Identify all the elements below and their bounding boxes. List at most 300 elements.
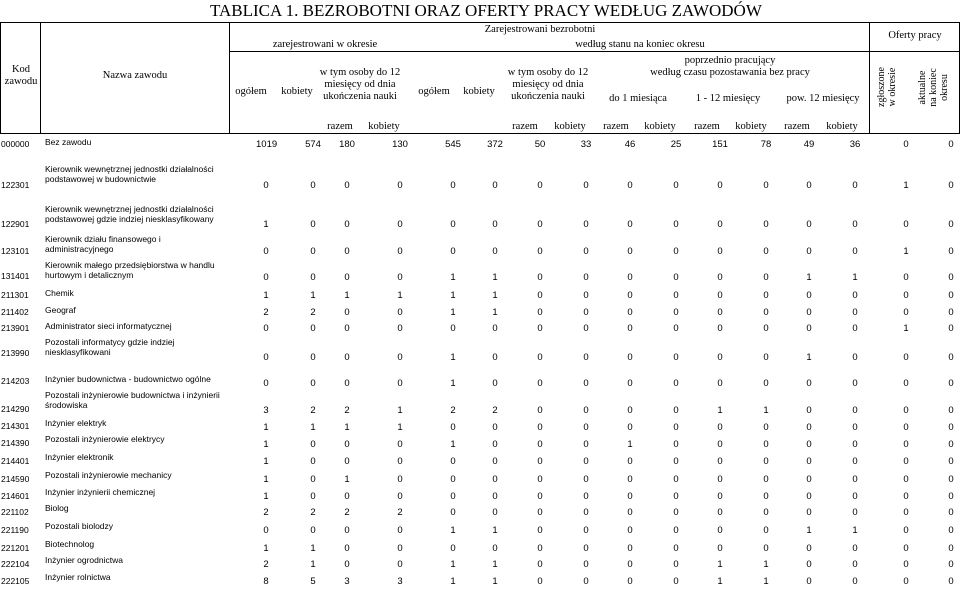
row-value: 0 — [763, 474, 769, 485]
row-value: 0 — [717, 439, 723, 450]
row-value: 0 — [450, 180, 456, 191]
row-name: Pozostali inżynierowie budownictwa i inżynierii środowiska — [45, 390, 220, 410]
row-value: 0 — [903, 139, 909, 150]
table-title: TABLICA 1. BEZROBOTNI ORAZ OFERTY PRACY WEDŁUG ZAWODÓW — [210, 1, 762, 20]
row-value: 25 — [670, 139, 682, 150]
row-value: 0 — [806, 576, 812, 587]
row-value: 0 — [583, 323, 589, 334]
row-value: 0 — [763, 456, 769, 467]
row-value: 0 — [763, 219, 769, 230]
row-code: 214601 — [1, 491, 30, 501]
row-name: Pozostali biolodzy — [45, 521, 114, 531]
row-value: 0 — [310, 525, 316, 536]
row-value: 0 — [903, 439, 909, 450]
row-value: 0 — [583, 378, 589, 389]
row-value: 0 — [903, 352, 909, 363]
row-value: 0 — [344, 323, 350, 334]
row-value: 1 — [450, 576, 456, 587]
row-value: 0 — [397, 543, 403, 554]
row-value: 0 — [310, 219, 316, 230]
row-value: 0 — [492, 378, 498, 389]
row-value: 0 — [903, 543, 909, 554]
row-value: 0 — [450, 219, 456, 230]
row-value: 0 — [583, 180, 589, 191]
row-value: 0 — [397, 525, 403, 536]
row-value: 1 — [450, 559, 456, 570]
row-value: 1 — [903, 246, 909, 257]
row-value: 1 — [806, 272, 812, 283]
row-value: 0 — [852, 439, 858, 450]
row-value: 0 — [806, 307, 812, 318]
row-value: 2 — [397, 507, 403, 518]
row-value: 1 — [763, 559, 769, 570]
row-value: 0 — [903, 219, 909, 230]
row-value: 0 — [583, 474, 589, 485]
row-value: 0 — [673, 219, 679, 230]
row-name: Bez zawodu — [45, 137, 92, 147]
row-value: 0 — [627, 405, 633, 416]
row-code: 214290 — [1, 404, 30, 414]
row-code: 214390 — [1, 438, 30, 448]
row-value: 0 — [450, 456, 456, 467]
row-code: 214590 — [1, 474, 30, 484]
row-value: 0 — [903, 405, 909, 416]
row-value: 0 — [537, 543, 543, 554]
row-value: 0 — [450, 323, 456, 334]
row-value: 0 — [717, 378, 723, 389]
row-name: Inżynier rolnictwa — [45, 572, 111, 582]
row-value: 545 — [445, 139, 461, 150]
row-value: 1 — [397, 290, 403, 301]
row-value: 0 — [717, 474, 723, 485]
row-value: 0 — [763, 491, 769, 502]
row-value: 0 — [263, 323, 269, 334]
row-value: 1 — [344, 290, 350, 301]
row-value: 1 — [763, 405, 769, 416]
row-value: 0 — [948, 491, 954, 502]
row-code: 211402 — [1, 307, 29, 317]
row-value: 0 — [627, 491, 633, 502]
row-value: 0 — [852, 456, 858, 467]
row-value: 0 — [763, 180, 769, 191]
row-value: 151 — [712, 139, 728, 150]
header-line — [229, 22, 869, 23]
row-value: 0 — [627, 219, 633, 230]
row-value: 0 — [673, 378, 679, 389]
row-value: 0 — [263, 352, 269, 363]
row-value: 0 — [717, 246, 723, 257]
row-name: Biolog — [45, 503, 69, 513]
row-value: 0 — [852, 323, 858, 334]
row-value: 0 — [806, 323, 812, 334]
row-value: 0 — [344, 219, 350, 230]
row-value: 0 — [310, 378, 316, 389]
row-value: 1 — [806, 352, 812, 363]
row-value: 0 — [583, 491, 589, 502]
row-value: 0 — [673, 272, 679, 283]
row-value: 0 — [492, 219, 498, 230]
row-value: 1 — [492, 290, 498, 301]
row-value: 0 — [627, 290, 633, 301]
row-value: 0 — [948, 576, 954, 587]
row-value: 0 — [806, 246, 812, 257]
row-value: 0 — [537, 272, 543, 283]
row-value: 0 — [763, 290, 769, 301]
row-value: 0 — [627, 422, 633, 433]
header-line — [229, 51, 869, 52]
row-value: 0 — [852, 576, 858, 587]
row-value: 0 — [310, 323, 316, 334]
row-value: 0 — [397, 352, 403, 363]
row-code: 122301 — [1, 180, 30, 190]
row-value: 1 — [492, 307, 498, 318]
row-value: 0 — [397, 474, 403, 485]
row-name: Chemik — [45, 288, 74, 298]
row-value: 1 — [903, 180, 909, 191]
row-name: Kierownik działu finansowego i administracyjnego — [45, 234, 161, 254]
row-code: 131401 — [1, 271, 30, 281]
row-value: 0 — [537, 180, 543, 191]
row-value: 0 — [948, 456, 954, 467]
header-razem: razem — [694, 121, 720, 132]
header-w-tym-12: w tym osoby do 12 miesięcy od dnia ukończenia nauki — [507, 67, 589, 102]
row-value: 0 — [492, 352, 498, 363]
row-value: 0 — [763, 352, 769, 363]
row-value: 0 — [344, 307, 350, 318]
row-value: 0 — [492, 323, 498, 334]
row-value: 0 — [537, 405, 543, 416]
row-value: 1 — [344, 422, 350, 433]
row-value: 33 — [580, 139, 592, 150]
row-value: 0 — [717, 491, 723, 502]
row-value: 0 — [948, 139, 954, 150]
row-value: 0 — [903, 272, 909, 283]
row-value: 0 — [673, 456, 679, 467]
row-value: 0 — [806, 543, 812, 554]
row-value: 0 — [344, 352, 350, 363]
row-value: 0 — [263, 525, 269, 536]
row-value: 1 — [263, 219, 269, 230]
row-name: Inżynier budownictwa - budownictwo ogólne — [45, 374, 211, 384]
row-value: 0 — [627, 456, 633, 467]
row-value: 0 — [763, 525, 769, 536]
row-value: 1 — [492, 576, 498, 587]
header-aktualne: aktualne na koniec okresu — [917, 68, 950, 107]
row-value: 0 — [310, 272, 316, 283]
row-value: 0 — [806, 290, 812, 301]
row-value: 1 — [450, 307, 456, 318]
row-value: 0 — [948, 439, 954, 450]
row-value: 1 — [450, 272, 456, 283]
row-value: 0 — [263, 180, 269, 191]
row-value: 0 — [673, 290, 679, 301]
row-value: 2 — [344, 405, 350, 416]
row-value: 5 — [310, 576, 316, 587]
row-value: 0 — [344, 246, 350, 257]
row-value: 0 — [673, 246, 679, 257]
row-value: 0 — [903, 559, 909, 570]
row-value: 0 — [806, 559, 812, 570]
row-value: 1 — [852, 525, 858, 536]
row-name: Inżynier ogrodnictwa — [45, 555, 123, 565]
row-value: 0 — [344, 456, 350, 467]
row-value: 0 — [903, 290, 909, 301]
row-value: 0 — [948, 525, 954, 536]
row-value: 0 — [537, 307, 543, 318]
row-value: 0 — [627, 525, 633, 536]
row-value: 1 — [263, 491, 269, 502]
row-value: 1 — [310, 290, 316, 301]
row-value: 0 — [583, 543, 589, 554]
row-value: 0 — [948, 543, 954, 554]
row-code: 122901 — [1, 219, 30, 229]
row-value: 0 — [948, 307, 954, 318]
row-value: 0 — [310, 180, 316, 191]
row-value: 1 — [310, 422, 316, 433]
row-value: 0 — [948, 378, 954, 389]
row-value: 0 — [673, 439, 679, 450]
row-value: 0 — [717, 456, 723, 467]
row-value: 2 — [492, 405, 498, 416]
row-value: 0 — [763, 543, 769, 554]
row-value: 1 — [263, 290, 269, 301]
header-line — [0, 22, 1, 134]
row-value: 1 — [492, 525, 498, 536]
row-value: 0 — [673, 307, 679, 318]
row-name: Administrator sieci informatycznej — [45, 321, 172, 331]
row-name: Pozostali informatycy gdzie indziej niesklasyfikowani — [45, 337, 175, 357]
header-ogolem: ogółem — [235, 86, 267, 97]
header-poprzednio: poprzednio pracujący według czasu pozostawania bez pracy — [650, 55, 810, 78]
row-value: 2 — [344, 507, 350, 518]
row-value: 0 — [492, 491, 498, 502]
row-value: 0 — [763, 507, 769, 518]
row-value: 8 — [263, 576, 269, 587]
row-name: Biotechnolog — [45, 539, 95, 549]
row-value: 1 — [263, 439, 269, 450]
header-1-12: 1 - 12 miesięcy — [695, 93, 761, 104]
row-value: 0 — [852, 378, 858, 389]
row-value: 0 — [492, 543, 498, 554]
row-code: 221102 — [1, 507, 29, 517]
row-value: 0 — [537, 525, 543, 536]
header-oferty: Oferty pracy — [888, 30, 942, 41]
row-value: 1019 — [256, 139, 278, 150]
row-value: 0 — [852, 246, 858, 257]
row-value: 0 — [903, 422, 909, 433]
row-value: 0 — [450, 422, 456, 433]
row-value: 1 — [717, 559, 723, 570]
row-value: 46 — [624, 139, 636, 150]
row-value: 1 — [263, 543, 269, 554]
row-value: 0 — [627, 559, 633, 570]
row-value: 1 — [717, 405, 723, 416]
row-value: 0 — [852, 491, 858, 502]
row-value: 0 — [492, 439, 498, 450]
row-value: 1 — [310, 559, 316, 570]
row-value: 0 — [627, 272, 633, 283]
row-value: 1 — [344, 474, 350, 485]
row-value: 78 — [760, 139, 772, 150]
row-value: 0 — [344, 272, 350, 283]
header-razem: razem — [327, 121, 353, 132]
row-value: 0 — [492, 474, 498, 485]
header-kobiety: kobiety — [826, 121, 858, 132]
row-value: 2 — [310, 507, 316, 518]
header-line — [40, 22, 41, 134]
row-value: 0 — [344, 491, 350, 502]
row-value: 0 — [673, 323, 679, 334]
row-value: 0 — [948, 559, 954, 570]
row-code: 214401 — [1, 456, 30, 466]
row-value: 0 — [852, 405, 858, 416]
header-w-okresie: zarejestrowani w okresie — [272, 39, 378, 50]
row-value: 1 — [310, 543, 316, 554]
row-value: 0 — [806, 378, 812, 389]
row-value: 0 — [492, 180, 498, 191]
row-value: 0 — [948, 272, 954, 283]
row-value: 0 — [450, 474, 456, 485]
row-value: 0 — [627, 378, 633, 389]
row-value: 0 — [310, 456, 316, 467]
row-name: Kierownik wewnętrznej jednostki działalności podstawowej gdzie indziej niesklasyfikowany — [45, 204, 214, 224]
row-value: 0 — [344, 543, 350, 554]
row-value: 1 — [450, 378, 456, 389]
header-pow12: pow. 12 miesięcy — [786, 93, 860, 104]
row-value: 0 — [397, 323, 403, 334]
row-value: 2 — [310, 405, 316, 416]
header-kobiety: kobiety — [463, 86, 495, 97]
row-value: 0 — [263, 246, 269, 257]
row-code: 221201 — [1, 543, 30, 553]
header-razem: razem — [512, 121, 538, 132]
row-value: 0 — [492, 422, 498, 433]
row-code: 211301 — [1, 290, 29, 300]
row-value: 1 — [852, 272, 858, 283]
row-value: 0 — [627, 576, 633, 587]
row-value: 0 — [903, 456, 909, 467]
row-value: 0 — [627, 323, 633, 334]
row-value: 0 — [263, 272, 269, 283]
row-value: 0 — [537, 491, 543, 502]
row-value: 0 — [344, 559, 350, 570]
row-value: 0 — [397, 307, 403, 318]
row-value: 0 — [627, 507, 633, 518]
row-value: 0 — [903, 491, 909, 502]
row-value: 0 — [310, 352, 316, 363]
row-value: 0 — [806, 180, 812, 191]
row-value: 0 — [627, 180, 633, 191]
row-code: 221190 — [1, 525, 29, 535]
header-ogolem: ogółem — [418, 86, 450, 97]
row-value: 0 — [583, 219, 589, 230]
row-value: 0 — [903, 525, 909, 536]
header-kobiety: kobiety — [644, 121, 676, 132]
header-nazwa: Nazwa zawodu — [102, 70, 168, 81]
row-value: 0 — [492, 507, 498, 518]
row-value: 0 — [717, 352, 723, 363]
row-value: 1 — [903, 323, 909, 334]
row-value: 0 — [852, 290, 858, 301]
row-value: 0 — [948, 219, 954, 230]
header-w-tym-12: w tym osoby do 12 miesięcy od dnia ukończenia nauki — [319, 67, 401, 102]
row-value: 0 — [948, 246, 954, 257]
row-value: 0 — [763, 439, 769, 450]
row-value: 1 — [492, 272, 498, 283]
row-code: 000000 — [1, 139, 30, 149]
row-value: 50 — [534, 139, 546, 150]
row-value: 0 — [717, 422, 723, 433]
row-value: 0 — [673, 422, 679, 433]
row-value: 0 — [627, 474, 633, 485]
row-value: 0 — [673, 543, 679, 554]
row-value: 0 — [717, 525, 723, 536]
row-value: 0 — [806, 219, 812, 230]
row-value: 1 — [397, 405, 403, 416]
row-value: 0 — [717, 307, 723, 318]
row-value: 0 — [450, 246, 456, 257]
row-value: 0 — [344, 525, 350, 536]
row-value: 2 — [263, 559, 269, 570]
row-value: 0 — [583, 439, 589, 450]
row-value: 0 — [537, 422, 543, 433]
row-value: 0 — [806, 405, 812, 416]
row-value: 0 — [948, 290, 954, 301]
row-value: 1 — [397, 422, 403, 433]
row-value: 0 — [537, 378, 543, 389]
row-value: 0 — [717, 323, 723, 334]
row-value: 0 — [673, 525, 679, 536]
row-value: 0 — [397, 219, 403, 230]
row-value: 0 — [852, 543, 858, 554]
row-value: 0 — [806, 456, 812, 467]
row-value: 0 — [806, 474, 812, 485]
header-stan-koniec: według stanu na koniec okresu — [575, 39, 705, 50]
row-code: 214301 — [1, 421, 30, 431]
row-value: 0 — [852, 219, 858, 230]
row-value: 574 — [305, 139, 321, 150]
row-value: 0 — [492, 456, 498, 467]
row-value: 0 — [673, 405, 679, 416]
row-code: 213990 — [1, 348, 30, 358]
row-value: 36 — [849, 139, 861, 150]
header-razem: razem — [603, 121, 629, 132]
row-value: 0 — [903, 507, 909, 518]
row-name: Pozostali inżynierowie mechanicy — [45, 470, 172, 480]
row-code: 213901 — [1, 323, 30, 333]
row-value: 0 — [537, 246, 543, 257]
row-value: 1 — [627, 439, 633, 450]
row-name: Inżynier inżynierii chemicznej — [45, 487, 156, 497]
row-name: Inżynier elektryk — [45, 418, 107, 428]
header-kod: Kod zawodu — [4, 64, 38, 87]
row-value: 1 — [806, 525, 812, 536]
row-value: 0 — [806, 439, 812, 450]
header-line — [0, 133, 960, 134]
row-value: 0 — [763, 246, 769, 257]
row-value: 0 — [903, 474, 909, 485]
row-value: 1 — [450, 525, 456, 536]
row-value: 2 — [263, 307, 269, 318]
header-zgloszone: zgłoszone w okresie — [876, 67, 898, 107]
row-value: 0 — [717, 219, 723, 230]
header-kobiety: kobiety — [368, 121, 400, 132]
row-value: 0 — [537, 439, 543, 450]
row-value: 49 — [803, 139, 815, 150]
row-value: 0 — [583, 422, 589, 433]
row-value: 0 — [852, 474, 858, 485]
row-value: 0 — [627, 246, 633, 257]
